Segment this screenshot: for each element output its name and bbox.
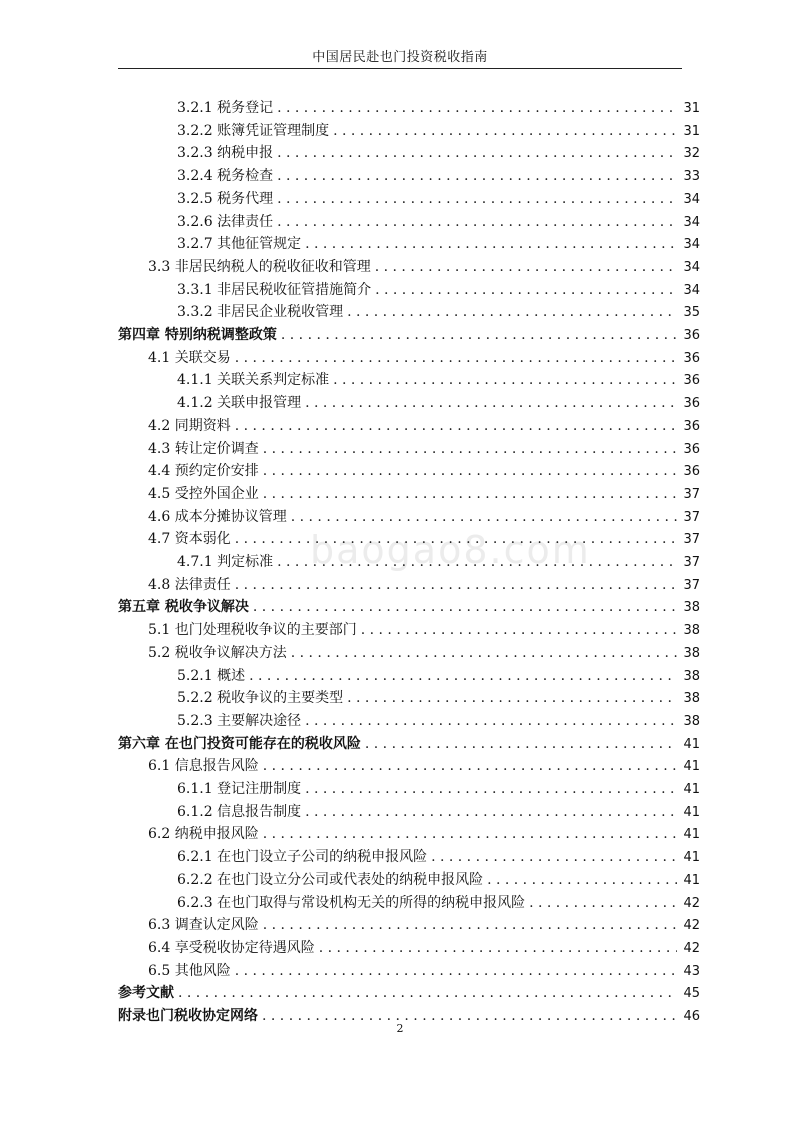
toc-entry-label: 3.3 非居民纳税人的税收征收和管理 xyxy=(148,258,371,275)
toc-leader-dots xyxy=(305,233,677,255)
toc-entry[interactable] xyxy=(177,211,700,233)
toc-entry-label: 4.5 受控外国企业 xyxy=(148,485,259,502)
toc-entry-label: 4.7 资本弱化 xyxy=(148,531,231,548)
toc-leader-dots xyxy=(263,755,678,777)
toc-entry-label: 3.2.7 其他征管规定 xyxy=(177,236,302,253)
toc-entry[interactable] xyxy=(148,960,700,982)
toc-leader-dots xyxy=(235,574,678,596)
toc-entry[interactable] xyxy=(148,574,700,596)
toc-entry-label: 4.1.1 关联关系判定标准 xyxy=(177,372,330,389)
toc-leader-dots xyxy=(347,301,677,323)
toc-entry[interactable] xyxy=(148,642,700,664)
toc-entry-label: 4.6 成本分摊协议管理 xyxy=(148,508,287,525)
toc-entry-label: 4.1 关联交易 xyxy=(148,349,231,366)
toc-entry-label: 5.2.2 税收争议的主要类型 xyxy=(177,690,344,707)
toc-entry-page: 38 xyxy=(683,645,700,661)
toc-leader-dots xyxy=(305,801,677,823)
toc-entry[interactable] xyxy=(148,256,700,278)
toc-entry-page: 38 xyxy=(683,600,700,616)
toc-leader-dots xyxy=(281,324,678,346)
toc-entry-label: 4.3 转让定价调查 xyxy=(148,440,259,457)
toc-leader-dots xyxy=(291,506,678,528)
toc-entry-page: 37 xyxy=(683,555,700,570)
toc-entry-page: 42 xyxy=(683,918,700,934)
toc-entry-label: 4.7.1 判定标准 xyxy=(177,554,274,570)
toc-entry[interactable] xyxy=(177,369,700,391)
toc-entry-page: 41 xyxy=(683,872,700,888)
toc-entry[interactable] xyxy=(148,460,700,482)
toc-entry-page: 34 xyxy=(683,237,700,253)
toc-leader-dots xyxy=(235,415,678,437)
toc-entry[interactable] xyxy=(148,347,700,369)
toc-leader-dots xyxy=(361,619,678,641)
toc-entry[interactable] xyxy=(177,279,700,301)
toc-entry-page: 36 xyxy=(683,441,700,457)
toc-entry-label: 6.5 其他风险 xyxy=(148,962,231,979)
toc-entry-page: 34 xyxy=(683,259,700,275)
toc-entry[interactable] xyxy=(177,301,700,323)
toc-entry-page: 32 xyxy=(683,146,700,162)
toc-entry[interactable] xyxy=(148,823,700,845)
toc-entry[interactable] xyxy=(177,778,700,800)
toc-entry[interactable] xyxy=(177,233,700,255)
toc-leader-dots xyxy=(263,914,678,936)
toc-entry[interactable] xyxy=(148,415,700,437)
toc-leader-dots xyxy=(431,846,677,868)
toc-leader-dots xyxy=(263,823,678,845)
toc-leader-dots xyxy=(305,710,677,732)
toc-entry-page: 43 xyxy=(683,963,700,979)
toc-leader-dots xyxy=(253,596,678,618)
toc-entry-page: 38 xyxy=(683,623,700,639)
toc-leader-dots xyxy=(235,347,678,369)
toc-entry-label: 5.1 也门处理税收争议的主要部门 xyxy=(148,622,357,639)
toc-leader-dots xyxy=(263,483,678,505)
toc-entry-page: 31 xyxy=(683,101,700,116)
toc-entry[interactable] xyxy=(118,733,700,755)
toc-leader-dots xyxy=(249,665,677,687)
toc-entry-page: 33 xyxy=(683,169,700,185)
toc-entry-label: 6.2.3 在也门取得与常设机构无关的所得的纳税申报风险 xyxy=(177,894,526,911)
header-rule xyxy=(118,68,682,69)
toc-leader-dots xyxy=(277,97,677,119)
toc-leader-dots xyxy=(305,392,677,414)
toc-entry-label: 3.2.5 税务代理 xyxy=(177,190,274,207)
toc-leader-dots xyxy=(235,960,678,982)
running-header: 中国居民赴也门投资税收指南 xyxy=(312,50,488,65)
toc-entry[interactable] xyxy=(118,324,700,346)
toc-entry-page: 36 xyxy=(683,396,700,412)
toc-entry-page: 36 xyxy=(683,418,700,434)
toc-entry[interactable] xyxy=(177,120,700,142)
toc-leader-dots xyxy=(263,460,678,482)
toc-entry-label: 6.2.1 在也门设立子公司的纳税申报风险 xyxy=(177,849,428,866)
toc-entry[interactable] xyxy=(177,97,700,119)
toc-leader-dots xyxy=(277,142,677,164)
toc-entry-label: 4.2 同期资料 xyxy=(148,417,231,434)
toc-entry-page: 41 xyxy=(683,804,700,820)
toc-entry-page: 42 xyxy=(683,895,700,911)
toc-entry[interactable] xyxy=(148,483,700,505)
toc-entry-label: 6.1.2 信息报告制度 xyxy=(177,803,302,820)
toc-entry-label: 3.3.2 非居民企业税收管理 xyxy=(177,304,344,321)
toc-leader-dots xyxy=(529,892,677,914)
toc-entry-label: 6.2 纳税申报风险 xyxy=(148,826,259,843)
toc-entry-page: 41 xyxy=(683,782,700,797)
toc-entry[interactable] xyxy=(148,755,700,777)
toc-entry[interactable] xyxy=(118,982,700,1004)
toc-entry[interactable] xyxy=(177,869,700,891)
toc-entry-page: 38 xyxy=(683,713,700,729)
toc-entry-page: 34 xyxy=(683,191,700,207)
toc-leader-dots xyxy=(305,778,677,800)
toc-entry-page: 34 xyxy=(683,214,700,230)
toc-entry-page: 34 xyxy=(683,282,700,298)
toc-leader-dots xyxy=(347,687,677,709)
toc-leader-dots xyxy=(277,165,677,187)
toc-entry[interactable] xyxy=(148,506,700,528)
toc-entry-label: 附录也门税收协定网络 xyxy=(118,1008,258,1024)
toc-entry[interactable] xyxy=(177,892,700,914)
page-number: 2 xyxy=(396,1022,404,1035)
toc-entry[interactable] xyxy=(177,551,700,573)
toc-entry-label: 5.2.3 主要解决途径 xyxy=(177,712,302,729)
toc-entry[interactable] xyxy=(177,801,700,823)
toc-entry-label: 3.2.6 法律责任 xyxy=(177,213,274,230)
toc-entry-page: 36 xyxy=(683,350,700,366)
toc-entry[interactable] xyxy=(148,528,700,550)
toc-entry-page: 35 xyxy=(683,305,700,321)
toc-entry-label: 4.8 法律责任 xyxy=(148,576,231,593)
toc-entry-page: 41 xyxy=(683,827,700,843)
toc-entry-label: 6.3 调查认定风险 xyxy=(148,917,259,934)
toc-entry-page: 42 xyxy=(683,940,700,956)
toc-entry-label: 6.4 享受税收协定待遇风险 xyxy=(148,939,315,956)
toc-entry-page: 36 xyxy=(683,373,700,389)
toc-entry[interactable] xyxy=(177,165,700,187)
toc-entry[interactable] xyxy=(177,392,700,414)
toc-entry-page: 38 xyxy=(683,668,700,684)
toc-entry-label: 4.4 预约定价安排 xyxy=(148,463,259,480)
toc-leader-dots xyxy=(375,256,678,278)
toc-entry-page: 37 xyxy=(683,486,700,502)
toc-entry-label: 3.2.2 账簿凭证管理制度 xyxy=(177,122,330,139)
toc-leader-dots xyxy=(365,733,678,755)
toc-entry[interactable] xyxy=(148,438,700,460)
toc-entry[interactable] xyxy=(148,619,700,641)
toc-entry[interactable] xyxy=(177,687,700,709)
toc-entry-label: 3.2.1 税务登记 xyxy=(177,100,274,116)
toc-entry[interactable] xyxy=(148,914,700,936)
toc-entry-label: 6.1.1 登记注册制度 xyxy=(177,781,302,797)
toc-entry-page: 45 xyxy=(683,986,700,1002)
toc-entry-page: 37 xyxy=(683,532,700,548)
toc-leader-dots xyxy=(277,211,677,233)
toc-entry-label: 5.2 税收争议解决方法 xyxy=(148,644,287,661)
toc-leader-dots xyxy=(277,551,677,573)
toc-leader-dots xyxy=(277,188,677,210)
toc-entry-label: 3.2.4 税务检查 xyxy=(177,168,274,185)
toc-entry[interactable] xyxy=(177,846,700,868)
toc-leader-dots xyxy=(487,869,677,891)
toc-leader-dots xyxy=(333,369,677,391)
toc-entry[interactable] xyxy=(148,937,700,959)
toc-entry-page: 36 xyxy=(683,328,700,343)
toc-entry-page: 31 xyxy=(683,123,700,139)
toc-leader-dots xyxy=(235,528,678,550)
toc-leader-dots xyxy=(291,642,678,664)
toc-entry[interactable] xyxy=(177,710,700,732)
toc-entry-label: 6.1 信息报告风险 xyxy=(148,758,259,775)
toc-entry-page: 38 xyxy=(683,691,700,707)
toc-entry-page: 41 xyxy=(683,759,700,775)
toc-leader-dots xyxy=(178,982,677,1004)
toc-entry-label: 第五章 税收争议解决 xyxy=(118,599,249,616)
watermark: baogao8.com xyxy=(310,528,591,572)
toc-entry-label: 6.2.2 在也门设立分公司或代表处的纳税申报风险 xyxy=(177,871,484,888)
toc-entry-page: 41 xyxy=(683,850,700,866)
toc-entry-page: 37 xyxy=(683,509,700,525)
toc-entry-page: 37 xyxy=(683,577,700,593)
toc-entry-page: 41 xyxy=(683,736,700,752)
toc-entry-label: 4.1.2 关联申报管理 xyxy=(177,395,302,412)
toc-entry-label: 第六章 在也门投资可能存在的税收风险 xyxy=(118,735,361,752)
toc-entry-label: 3.3.1 非居民税收征管措施简介 xyxy=(177,281,372,298)
toc-leader-dots xyxy=(375,279,677,301)
toc-entry-label: 参考文献 xyxy=(118,985,174,1002)
toc-entry[interactable] xyxy=(177,188,700,210)
toc-leader-dots xyxy=(333,120,677,142)
toc-entry-label: 3.2.3 纳税申报 xyxy=(177,145,274,162)
toc-entry-page: 36 xyxy=(683,464,700,480)
toc-entry[interactable] xyxy=(118,596,700,618)
toc-leader-dots xyxy=(319,937,678,959)
toc-entry-page: 46 xyxy=(683,1009,700,1024)
toc-entry-label: 5.2.1 概述 xyxy=(177,667,246,684)
toc-entry[interactable] xyxy=(177,142,700,164)
toc-entry-label: 第四章 特别纳税调整政策 xyxy=(118,327,277,343)
toc-leader-dots xyxy=(263,438,678,460)
toc-entry[interactable] xyxy=(177,665,700,687)
